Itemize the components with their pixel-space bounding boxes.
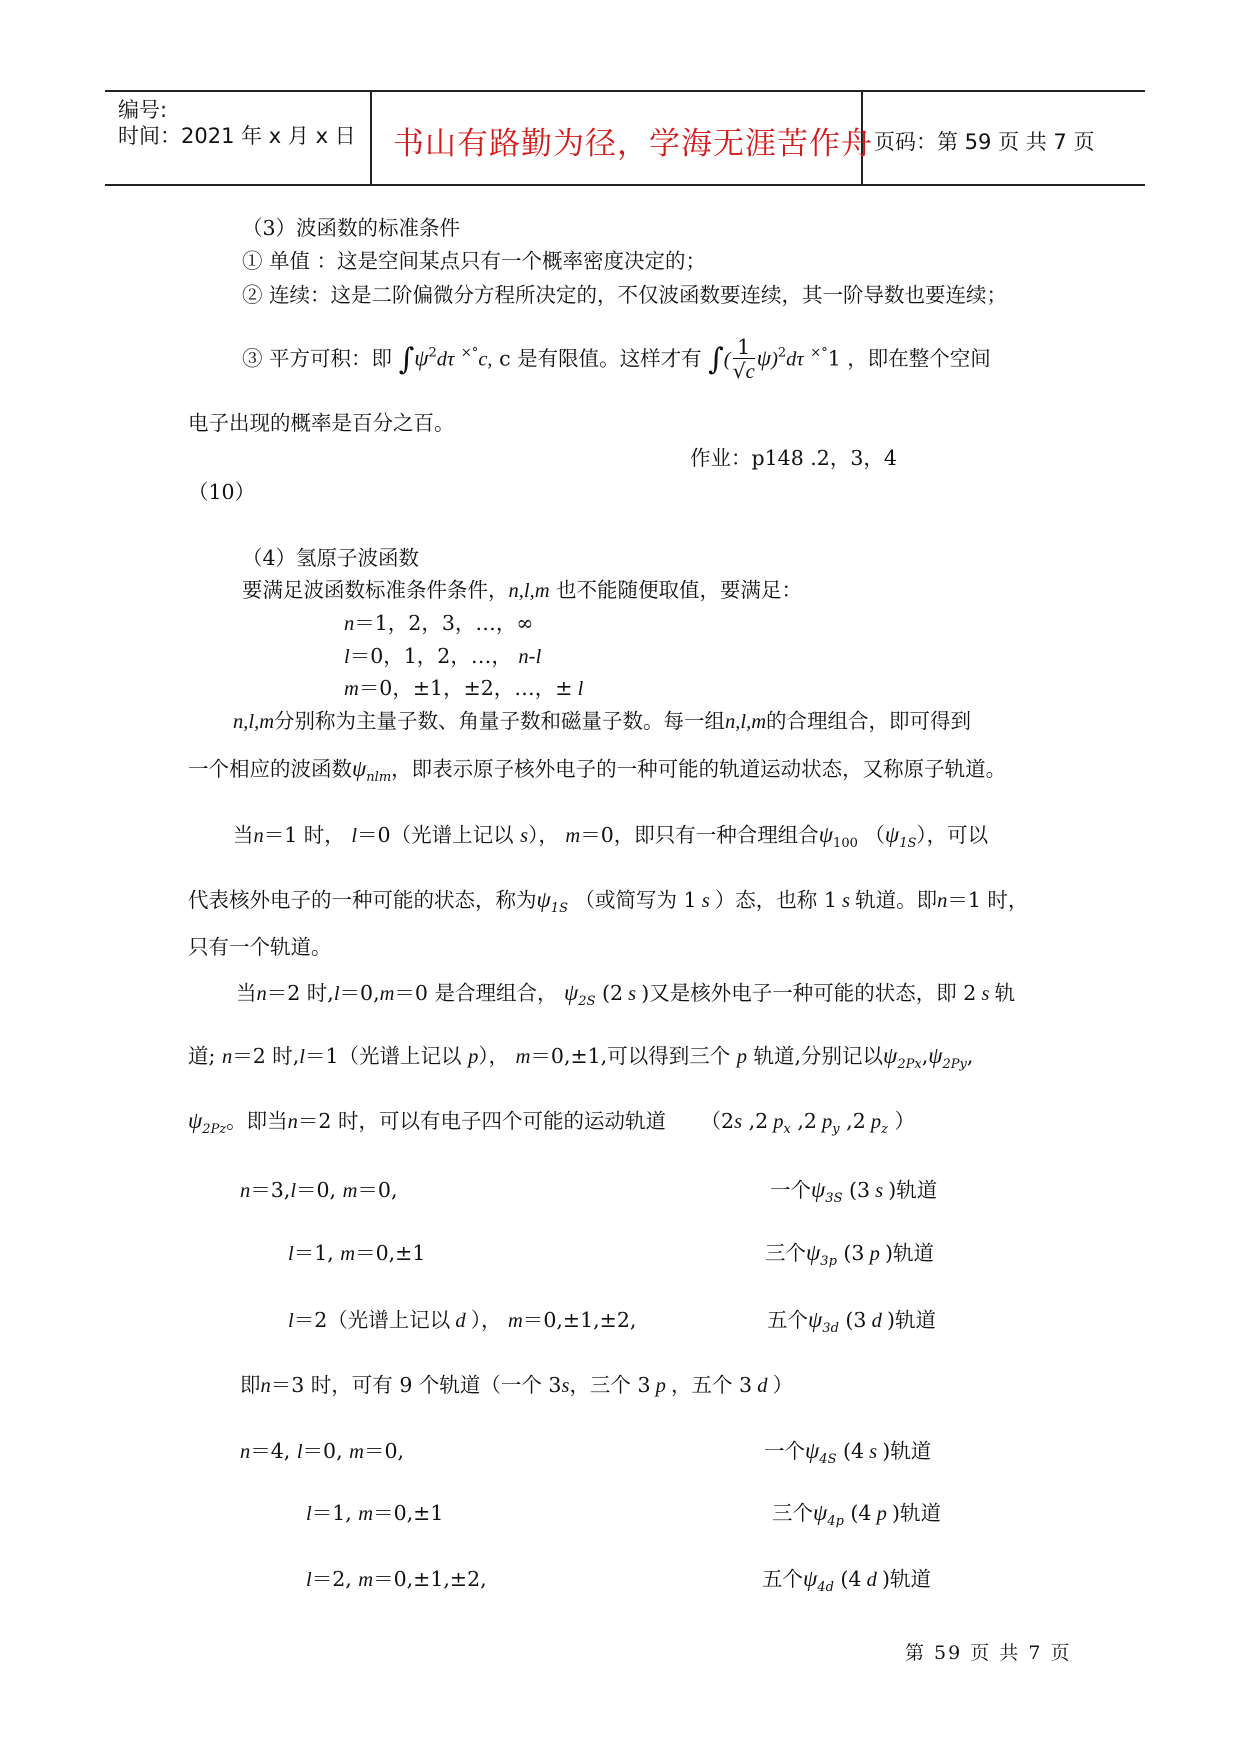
n-values: n＝1，2，3，…，∞ (344, 611, 534, 635)
m-values: m＝0，±1，±2，…，± l (344, 676, 584, 700)
n3-orbital-d: 五个$\psi_{3d}$ (3 d )轨道 (767, 1307, 936, 1336)
para5: 当n＝2 时,l＝0,m＝0 是合理组合， $\psi_{2S}$ (2 s )又是核外电子一种可能的状态，即 2 s 轨 (236, 980, 1016, 1009)
item3-prefix: ③ 平方可积：即 (242, 346, 393, 371)
para1-line1: n,l,m分别称为主量子数、角量子数和磁量子数。每一组n,l,m的合理组合，即可得到 (233, 709, 971, 733)
para1-line2: 一个相应的波函数$\psi_{nlm}$，即表示原子核外电子的一种可能的轨道运动状态，又称原子轨道。 (188, 756, 1007, 785)
footer-page-number: 第 59 页 共 7 页 (905, 1642, 1072, 1664)
n3-orbital-s: 一个$\psi_{3S}$ (3 s )轨道 (770, 1177, 938, 1206)
para7: $\psi_{2Pz}$。即当n＝2 时，可以有电子四个可能的运动轨道 （2s ,2 $p_x$ ,2 $p_y$ ,2 $p_z$ ） (188, 1108, 915, 1137)
n3-row1: n＝3,l＝0, m＝0, (240, 1178, 398, 1202)
header-page-info: 页码：第 59 页 共 7 页 (874, 130, 1095, 154)
integral-sign: ∫ (398, 341, 415, 377)
n4-orbital-s: 一个$\psi_{4S}$ (4 s )轨道 (764, 1438, 932, 1467)
n4-row3: l＝2, m＝0,±1,±2, (306, 1567, 487, 1591)
header-number: 编号: (118, 98, 168, 122)
n3-orbital-p: 三个$\psi_{3p}$ (3 p )轨道 (765, 1240, 934, 1269)
para2: 当n＝1 时， l＝0（光谱上记以 s）， m＝0，即只有一种合理组合$\psi_{100}$ $(\psi_{1S})$，可以 (233, 822, 989, 851)
l-values: l＝0，1，2，…， n-l (344, 644, 542, 668)
header-bottom-rule (105, 184, 1145, 186)
section4-intro: 要满足波函数标准条件条件，n,l,m 也不能随便取值，要满足： (242, 578, 803, 602)
para4: 只有一个轨道。 (188, 935, 332, 959)
section3-item1: ① 单值 ：这是空间某点只有一个概率密度决定的； (242, 249, 707, 273)
homework-note: 作业：p148 .2，3，4 (690, 446, 897, 470)
para3: 代表核外电子的一种可能的状态，称为$\psi_{1S}$ （或简写为 1 s ）态，也称 1 s 轨道。即n＝1 时， (188, 887, 1029, 916)
header-time: 时间：2021 年 x 月 x 日 (118, 124, 356, 148)
n4-orbital-p: 三个$\psi_{4p}$ (4 p )轨道 (772, 1500, 941, 1529)
n3-row2: l＝1, m＝0,±1 (288, 1241, 426, 1265)
normalization-fraction: $\frac{1}{√c}$ (732, 335, 755, 383)
item3-suffix: ，即在整个空间 (847, 346, 991, 371)
n3-summary: 即n＝3 时，可有 9 个轨道（一个 3s，三个 3 p ，五个 3 d ） (240, 1373, 794, 1397)
section4-title: （4）氢原子波函数 (242, 546, 420, 570)
n3-row3: l＝2（光谱上记以 d ）， m＝0,±1,±2, (288, 1308, 637, 1332)
psi-symbol: ψ (414, 345, 429, 371)
finite-symbol: ×° (460, 345, 479, 361)
n4-row2: l＝1, m＝0,±1 (306, 1501, 444, 1525)
para6: 道; n＝2 时,l＝1（光谱上记以 p）， m＝0,±1,可以得到三个 p 轨道,分别记以$\psi_{2Px},\psi_{2Py}$, (188, 1043, 974, 1072)
header-motto: 书山有路勤为径，学海无涯苦作舟 (393, 126, 873, 162)
n4-orbital-d: 五个$\psi_{4d}$ (4 d )轨道 (762, 1566, 931, 1595)
section3-item2: ② 连续：这是二阶偏微分方程所决定的，不仅波函数要连续，其一阶导数也要连续； (242, 283, 1008, 307)
section3-item3: ③ 平方可积：即 $\int\psi^2d\tau$ ×°c, c 是有限值。这样才有 ∫( $\frac{1}{√c}$ ψ)$^2$dτ ×°1 ，即在整个空间 (242, 335, 991, 383)
n4-row1: n＝4, l＝0, m＝0, (240, 1439, 405, 1463)
item3-mid: c 是有限值。这样才有 (499, 346, 702, 371)
header-divider-left (370, 90, 372, 185)
reference-10: （10） (188, 480, 256, 504)
section3-item3-cont: 电子出现的概率是百分之百。 (188, 411, 455, 435)
header-top-rule (105, 90, 1145, 92)
section3-title: （3）波函数的标准条件 (242, 216, 461, 240)
